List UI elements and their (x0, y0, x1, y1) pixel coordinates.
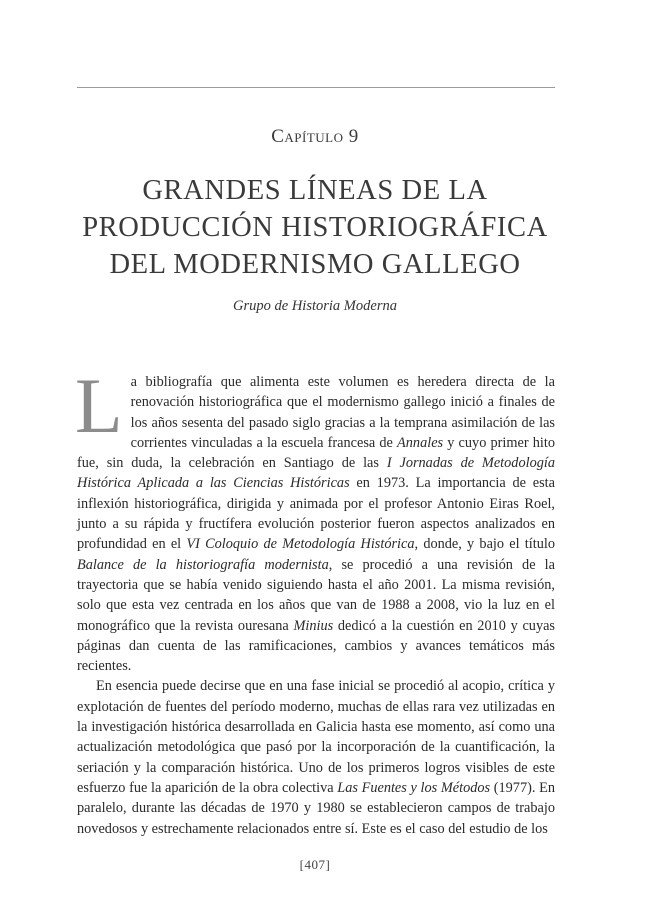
text-run: en 1973. La importancia de esta inflexión historiográfica, dirigida y animada por el profesor Antonio Eiras Roel, junto a su rápida y fructífera evolución posterior fueron aspectos analizados en profundidad en el (77, 475, 555, 553)
header-rule (77, 87, 555, 88)
text-run: En esencia puede decirse que en una fase inicial se procedió al acopio, crítica y explotación de fuentes del período moderno, muchas de ellas rara vez utilizadas en la investigación histórica desarrollada en Galicia hasta ese momento, así como una actualización metodológica que pasó por la incorporación de la cuantificación, la seriación y la comparación histórica. Uno de los primeros logros visibles de este esfuerzo fue la aparición de la obra colectiva (77, 678, 555, 796)
chapter-title-line: PRODUCCIÓN HISTORIOGRÁFICA (82, 212, 548, 243)
chapter-title-line: GRANDES LÍNEAS DE LA (142, 175, 488, 206)
italic-title: Minius (293, 617, 334, 634)
text-run: , se procedió a una revisión de la trayectoria que se había venido siguiendo hasta el año 2001. La misma revisión, solo que esta vez centrada en los años que van de 1988 a 2008, vio la luz en el monográfico que la revista ouresana (77, 556, 555, 634)
text-run: (1977). En paralelo, durante las décadas de 1970 y 1980 se establecieron campos de trabajo novedosos y estrechamente relacionados entre sí. Este es el caso del estudio de los (77, 779, 555, 837)
italic-title: Annales (397, 434, 444, 451)
text-run: , donde, y bajo el título (414, 536, 555, 553)
chapter-title (60, 172, 570, 283)
drop-cap: L (75, 362, 123, 449)
chapter-title-line: DEL MODERNISMO GALLEGO (109, 249, 521, 280)
italic-title: Las Fuentes y los Métodos (337, 779, 491, 796)
paragraph (75, 362, 555, 676)
chapter-author: Grupo de Historia Moderna (233, 298, 397, 314)
paragraph (77, 676, 555, 838)
chapter-label: Capítulo 9 (271, 126, 359, 147)
body-text (75, 362, 555, 839)
text-run: a bibliografía que alimenta este volumen es heredera directa de la renovación historiográfica que el modernismo gallego inició a finales de los años sesenta del pasado siglo gracias a la temprana asimilación de las corrientes vinculadas a la escuela francesa de (130, 374, 555, 451)
page-number: [407] (299, 857, 331, 872)
italic-title: Balance de la historiografía modernista (77, 556, 329, 573)
italic-title: VI Coloquio de Metodología Histórica (186, 536, 415, 553)
italic-title: I Jornadas de Metodología Histórica Aplicada a las Ciencias Históricas (77, 455, 555, 492)
text-run: y cuyo primer hito fue, sin duda, la celebración en Santiago de las (77, 434, 555, 472)
text-run: dedicó a la cuestión en 2010 y cuyas páginas dan cuenta de las ramificaciones, cambios y avances temáticos más recientes. (77, 617, 555, 675)
